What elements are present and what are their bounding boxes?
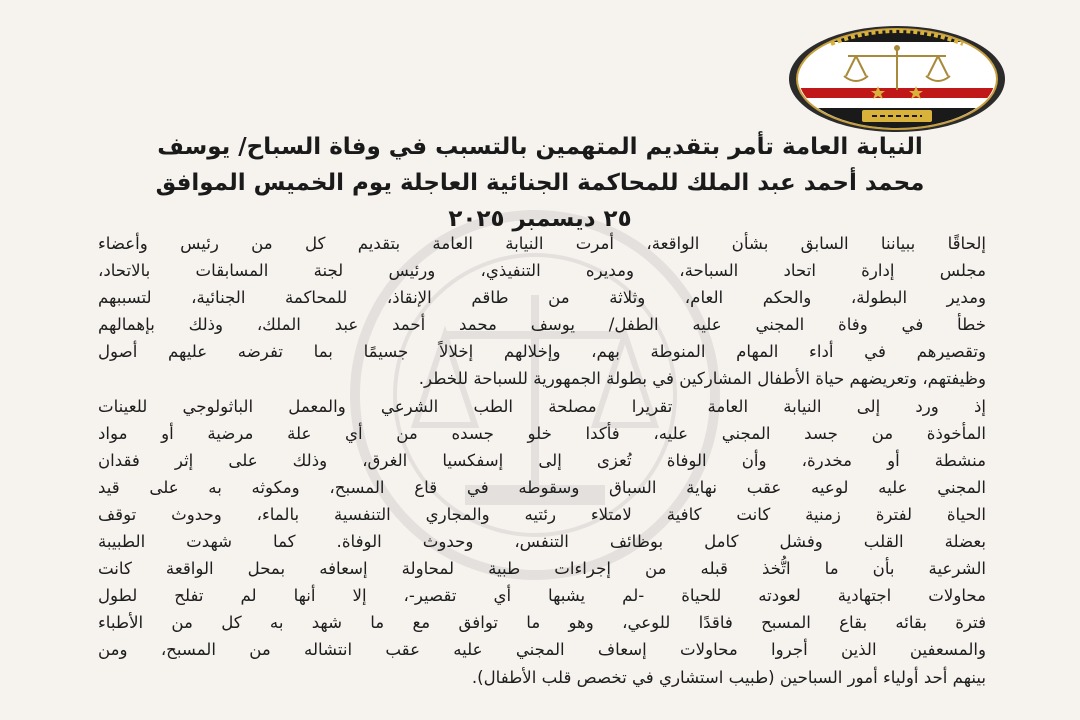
headline-line-3: ٢٥ ديسمبر ٢٠٢٥	[448, 206, 632, 232]
body-line: والمسعفين الذين أجروا محاولات إسعاف المجني عليه عقب انتشاله من المسبح، ومن	[98, 640, 986, 660]
body-line: المجني عليه لوعيه عقب نهاية السباق وسقوطه في قاع المسبح، ومكوثه به على قيد	[98, 477, 986, 497]
body-line: الحياة لفترة زمنية كانت كافية لامتلاء رئتيه والمجاري التنفسية بالماء، وحدوث توقف	[98, 504, 986, 524]
body-line: وظيفتهم، وتعريضهم حياة الأطفال المشاركين في بطولة الجمهورية للسباحة للخطر.	[418, 369, 986, 389]
body-line: ومدير البطولة، والحكم العام، وثلاثة من طاقم الإنقاذ، للمحاكمة الجنائية، لتسببهم	[98, 288, 986, 308]
body-line: المأخوذة من جسد المجني عليه، فأكدا خلو جسده من أي علة مرضية أو مواد	[98, 423, 986, 443]
body-line: فترة بقائه بقاع المسبح فاقدًا للوعي، وهو ما توافق مع ما شهد به كل من الأطباء	[98, 613, 986, 633]
body-line: الشرعية بأن ما اتُّخذ قبله من إجراءات طبية لمحاولة إسعافه بمحل الواقعة كانت	[98, 559, 986, 579]
body-line: إلحاقًا ببياننا السابق بشأن الواقعة، أمرت النيابة العامة بتقديم كل من رئيس وأعضاء	[98, 234, 986, 253]
public-prosecution-emblem	[786, 24, 1008, 134]
headline-line-2: محمد أحمد عبد الملك للمحاكمة الجنائية العاجلة يوم الخميس الموافق	[155, 170, 925, 196]
statement-body	[98, 230, 986, 691]
headline-line-1: النيابة العامة تأمر بتقديم المتهمين بالتسبب في وفاة السباح/ يوسف	[157, 134, 923, 160]
body-line: بينهم أحد أولياء أمور السباحين (طبيب استشاري في تخصص قلب الأطفال).	[471, 667, 986, 687]
body-line: بعضلة القلب وفشل كامل بوظائف التنفس، وحدوث الوفاة. كما شهدت الطبيبة	[98, 532, 986, 552]
body-line: وتقصيرهم في أداء المهام المنوطة بهم، وإخلالهم إخلالاً جسيمًا بما تفرضه عليهم أصول	[98, 342, 986, 362]
body-line: مجلس إدارة اتحاد السباحة، ومديره التنفيذي، ورئيس لجنة المسابقات بالاتحاد،	[98, 261, 986, 281]
body-line: محاولات اجتهادية لعودته للحياة -لم يشبها أي تقصير-، إلا أنها لم تفلح لطول	[98, 586, 986, 606]
body-line: منشطة أو مخدرة، وأن الوفاة تُعزى إلى إسفكسيا الغرق، وذلك على إثر فقدان	[98, 450, 986, 470]
body-line: إذ ورد إلى النيابة العامة تقريرا مصلحة الطب الشرعي والمعمل الباثولوجي للعينات	[98, 396, 986, 416]
news-headline	[110, 129, 970, 237]
body-line: خطأ في وفاة المجني عليه الطفل/ يوسف محمد أحمد عبد الملك، وذلك بإهمالهم	[98, 315, 986, 335]
